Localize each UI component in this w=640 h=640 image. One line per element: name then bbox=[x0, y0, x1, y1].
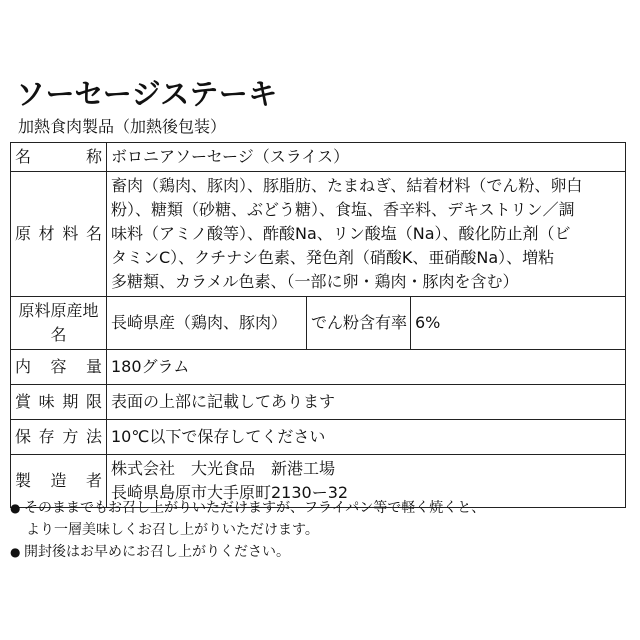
maker-address: 長崎県島原市大手原町2130ー32 bbox=[111, 483, 349, 502]
bullet-icon: ● bbox=[10, 501, 21, 515]
starch-value: 6% bbox=[411, 297, 626, 350]
expiry-label: 賞味期限 bbox=[11, 385, 107, 420]
maker-name: 株式会社 大光食品 新港工場 bbox=[111, 459, 336, 478]
expiry-value: 表面の上部に記載してあります bbox=[107, 385, 626, 420]
maker-label: 製造者 bbox=[11, 455, 107, 508]
storage-value: 10℃以下で保存してください bbox=[107, 420, 626, 455]
name-label: 名 称 bbox=[11, 143, 107, 172]
table-row-name bbox=[11, 143, 626, 172]
product-title: ソーセージステーキ bbox=[16, 77, 278, 111]
ingredients-line: 多糖類、カラメル色素、（一部に卵・鶏肉・豚肉を含む） bbox=[111, 272, 519, 291]
ingredient-table bbox=[10, 142, 626, 508]
origin-value: 長崎県産（鶏肉、豚肉） bbox=[107, 297, 307, 350]
ingredients-line: 味料（アミノ酸等）、酢酸Na、リン酸塩（Na）、酸化防止剤（ビ bbox=[111, 224, 571, 243]
name-value: ボロニアソーセージ（スライス） bbox=[107, 143, 626, 172]
storage-label: 保存方法 bbox=[11, 420, 107, 455]
ingredients-line: 畜肉（鶏肉、豚肉）、豚脂肪、たまねぎ、結着材料（でん粉、卵白 bbox=[111, 176, 583, 195]
note-serving-text: そのままでもお召し上がりいただけますが、フライパン等で軽く焼くと、 bbox=[24, 500, 486, 516]
note-after-opening-text: 開封後はお早めにお召し上がりください。 bbox=[24, 544, 290, 560]
table-row-content bbox=[11, 350, 626, 385]
table-row-storage bbox=[11, 420, 626, 455]
notes bbox=[10, 497, 630, 563]
ingredients-value bbox=[107, 172, 626, 297]
table-row-expiry bbox=[11, 385, 626, 420]
bullet-icon: ● bbox=[10, 545, 21, 559]
ingredients-line: タミンC）、クチナシ色素、発色剤（硝酸K、亜硝酸Na）、増粘 bbox=[111, 248, 555, 267]
ingredients-label: 原材料名 bbox=[11, 172, 107, 297]
content-value: 180グラム bbox=[107, 350, 626, 385]
note-after-opening bbox=[10, 541, 630, 563]
starch-label: でん粉含有率 bbox=[307, 297, 411, 350]
note-serving bbox=[10, 497, 630, 519]
note-serving-text-cont: より一層美味しくお召し上がりいただけます。 bbox=[26, 522, 319, 538]
ingredients-line: 粉）、糖類（砂糖、ぶどう糖）、食塩、香辛料、デキストリン／調 bbox=[111, 200, 575, 219]
product-category: 加熱食肉製品（加熱後包装） bbox=[18, 117, 227, 136]
table-row-ingredients bbox=[11, 172, 626, 297]
table-row-origin bbox=[11, 297, 626, 350]
content-label: 内容量 bbox=[11, 350, 107, 385]
origin-label: 原料原産地名 bbox=[11, 297, 107, 350]
note-serving-cont bbox=[10, 519, 630, 541]
